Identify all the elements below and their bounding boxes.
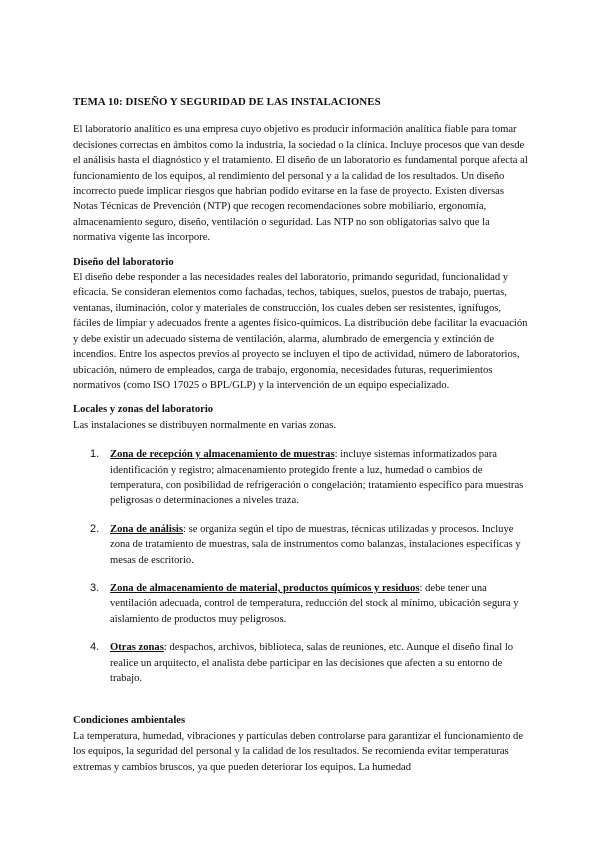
zone-description: : debe tener una ventilación adecuada, control de temperatura, reducción del stock al mínimo, ubicación segura y aislamiento de productos muy peligrosos.	[110, 582, 519, 625]
list-number: 4.	[90, 641, 100, 654]
zone-description: : se organiza según el tipo de muestras, técnicas utilizadas y procesos. Incluye zona de tratamiento de muestras, sala de instrumentos como balanzas, instalaciones específicas y mesas de escritorio.	[110, 523, 521, 566]
list-item	[73, 447, 530, 509]
section-heading-zones: Locales y zonas del laboratorio	[73, 404, 214, 416]
environment-paragraph: La temperatura, humedad, vibraciones y partículas deben controlarse para garantizar el funcionamiento de los equipos, la seguridad del personal y la calidad de los resultados. Se recomienda evitar temperaturas extremas y cambios bruscos, ya que pueden deteriorar los equipos. La humedad	[73, 730, 524, 773]
zones-intro: Las instalaciones se distribuyen normalmente en varias zonas.	[73, 419, 336, 431]
list-item	[73, 522, 530, 568]
list-number: 1.	[90, 448, 100, 461]
zone-description: : despachos, archivos, biblioteca, salas de reuniones, etc. Aunque el diseño final lo realice un arquitecto, el analista debe participar en las decisiones que afecten a su entorno de trabajo.	[110, 642, 514, 684]
zone-description: : incluye sistemas informatizados para identificación y registro; almacenamiento protegido frente a luz, humedad o cambios de temperatura, con posibilidad de refrigeración o congelación; tratamiento específico para muestras peligrosas o determinaciones a niveles traza.	[110, 449, 524, 507]
list-number: 2.	[90, 522, 100, 535]
intro-paragraph: El laboratorio analítico es una empresa cuyo objetivo es producir información analítica fiable para tomar decisiones correctas en ámbitos como la industria, la sociedad o la clínica. Incluye procesos que van desde el análisis hasta el diagnóstico y el tratamiento. El diseño de un laboratorio es fundamental porque afecta al funcionamiento de los equipos, al rendimiento del personal y a la calidad de los resultados. Un diseño incorrecto puede implicar riesgos que habrían podido evitarse en la fase de proyecto. Existen diversas Notas Técnicas de Prevención (NTP) que recogen recomendaciones sobre mobiliario, ergonomía, almacenamiento seguro, diseño, ventilación o seguridad. Las NTP no son obligatorias salvo que la normativa vigente las incorpore.	[73, 124, 528, 244]
design-paragraph: El diseño debe responder a las necesidades reales del laboratorio, primando seguridad, funcionalidad y eficacia. Se consideran elementos como fachadas, techos, tabiques, suelos, puestos de trabajo, puertas, ventanas, iluminación, color y materiales de construcción, los cuales deben ser resistentes, ignífugos, fáciles de limpiar y adecuados frente a agentes físico-químicos. La distribución debe facilitar la evacuación y debe existir un adecuado sistema de ventilación, alarma, alumbrado de emergencia y extinción de incendios. Entre los aspectos previos al proyecto se incluyen el tipo de actividad, número de laboratorios, ubicación, número de empleados, carga de trabajo, ergonomía, necesidades futuras, requerimientos normativos (como ISO 17025 o BPL/GLP) y la intervención de un equipo especializado.	[73, 272, 528, 391]
list-item	[73, 640, 530, 686]
zone-term: Otras zonas	[110, 642, 164, 654]
document-title: TEMA 10: DISEÑO Y SEGURIDAD DE LAS INSTALACIONES	[73, 96, 381, 108]
zone-term: Zona de análisis	[110, 523, 184, 535]
list-number: 3.	[90, 581, 100, 594]
section-heading-environment: Condiciones ambientales	[73, 715, 186, 727]
section-heading-design: Diseño del laboratorio	[73, 256, 174, 268]
zone-term: Zona de recepción y almacenamiento de muestras	[110, 449, 335, 461]
zone-term: Zona de almacenamiento de material, productos químicos y residuos	[110, 582, 420, 594]
zones-list	[73, 447, 530, 686]
list-item	[73, 581, 530, 627]
